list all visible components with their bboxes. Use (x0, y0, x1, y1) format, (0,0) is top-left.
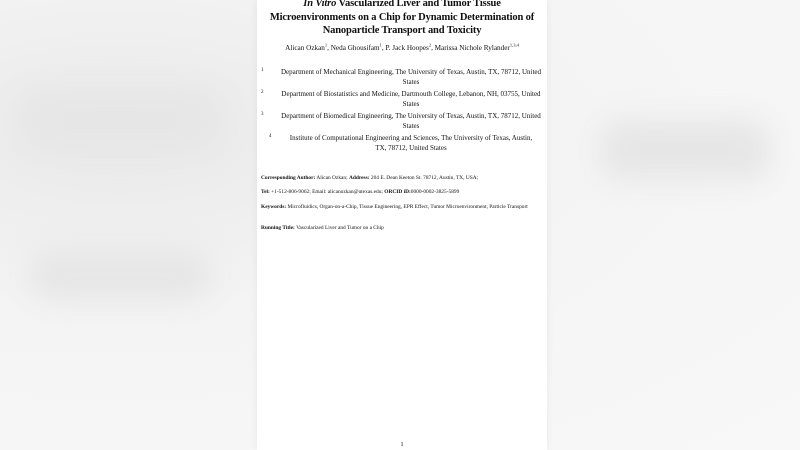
affiliation (261, 89, 543, 109)
page-number: 1 (400, 441, 404, 448)
affiliation-number: 1 (261, 67, 264, 73)
corresponding-author (261, 175, 543, 183)
author-sup: 2 (428, 42, 432, 48)
background-blur (30, 250, 210, 300)
affiliation-number: 3 (261, 111, 264, 117)
affiliation (261, 133, 543, 153)
author: Alican Ozkan (285, 43, 325, 52)
affiliation (261, 67, 543, 87)
value: Alican Ozkan; (315, 174, 349, 181)
label: Address: (348, 174, 370, 181)
affiliation-text: Department of Biostatistics and Medicine, Dartmouth College, Lebanon, NH, 03755, United States (281, 89, 541, 108)
author-sup: 1 (324, 42, 328, 48)
running-title (261, 225, 543, 233)
label: ORCID iD: (384, 189, 411, 195)
value: 0000-0002-3825-5899 (410, 189, 460, 195)
value: Microfluidics, Organ-on-a-Chip, Tissue Engineering, EPR Effect, Tumor Microenvironment, Particle Transport (286, 203, 528, 210)
affiliation (261, 111, 543, 131)
affiliation-text: Department of Mechanical Engineering, The University of Texas, Austin, TX, 78712, United States (280, 67, 541, 86)
label: Corresponding Author: (261, 174, 316, 181)
value: Vascularized Liver and Tumor on a Chip (294, 225, 384, 231)
contact-info (261, 189, 543, 197)
author-sup: 1 (379, 42, 382, 48)
label: Running Title: (261, 225, 295, 231)
author-sup: 1,3,4 (509, 42, 519, 48)
paper-title (261, 0, 543, 38)
label: Keywords: (261, 203, 287, 210)
keywords (261, 204, 543, 212)
label: Tel: (261, 189, 270, 195)
affiliation-text: Institute of Computational Engineering and Sciences, The University of Texas, Austin, TX, 78712, United States (289, 133, 533, 152)
background-blur (20, 90, 220, 150)
affiliation-number: 4 (269, 133, 272, 139)
value: +1-512-806-9062; Email: alicanozkan@utexas.edu; (269, 189, 385, 195)
document-page (257, 0, 547, 450)
background-blur (600, 120, 770, 180)
author: P. Jack Hoopes (385, 43, 429, 52)
affiliation-text: Department of Biomedical Engineering, The University of Texas, Austin, TX, 78712, United States (281, 111, 541, 130)
author: Marissa Nichole Rylander (434, 43, 510, 52)
affiliation-number: 2 (261, 89, 264, 95)
title-line1: Vascularized Liver and Tumor Tissue (336, 0, 501, 9)
author: Neda Ghousifam (330, 43, 380, 52)
value: 204 E. Dean Keeton St. 78712, Austin, TX, USA; (369, 174, 479, 181)
affiliation-list (261, 67, 543, 155)
author-list: Alican Ozkan$^1$, Neda Ghousifam$^1$, P. Jack Hoopes$^2$, Marissa Nichole Rylander$^{1,3,4}$ (285, 42, 519, 52)
title-line2: Microenvironments on a Chip for Dynamic Determination of (269, 11, 535, 23)
title-italic: In Vitro (303, 0, 337, 9)
title-line3: Nanoparticle Transport and Toxicity (322, 25, 482, 36)
